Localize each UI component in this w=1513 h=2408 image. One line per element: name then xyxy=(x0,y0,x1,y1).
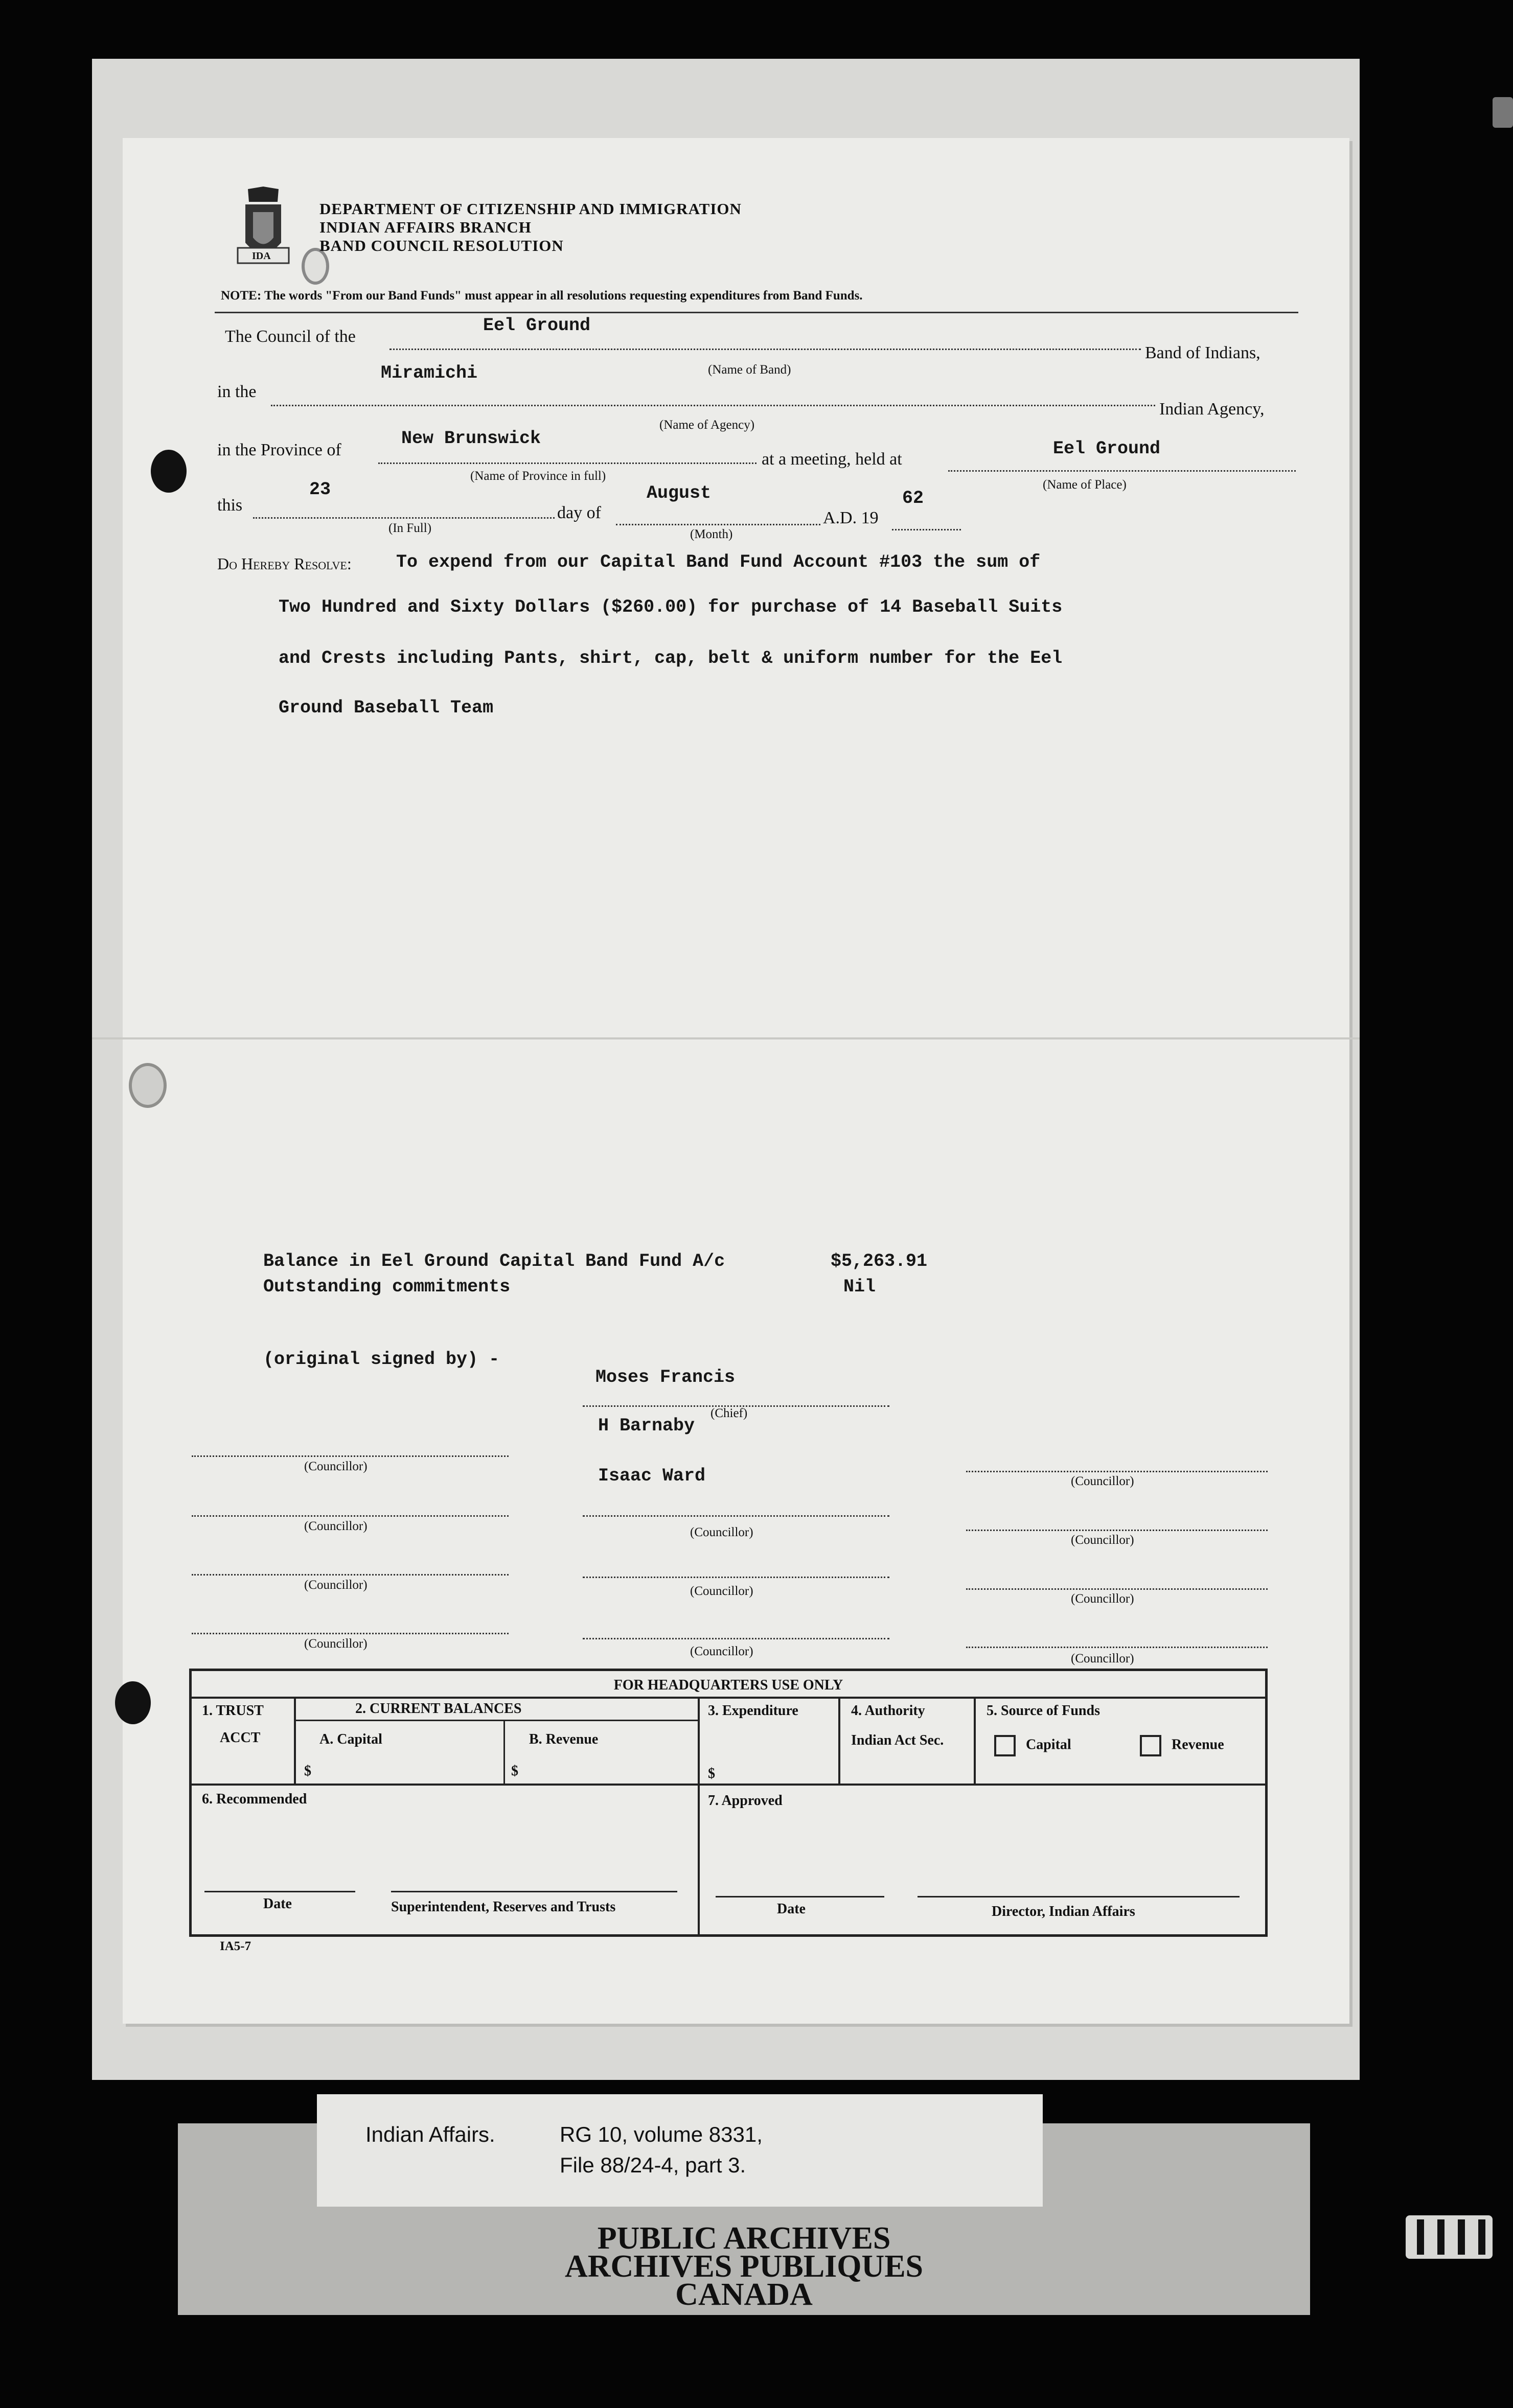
film-edge-mark xyxy=(1493,97,1513,128)
trust-label: 1. TRUST xyxy=(202,1703,264,1719)
name-of-agency-caption: (Name of Agency) xyxy=(659,418,755,432)
month-line xyxy=(616,524,820,525)
capital-a-label: A. Capital xyxy=(319,1731,382,1747)
canada-crest-seal xyxy=(233,187,294,271)
in-full-caption: (In Full) xyxy=(388,521,432,535)
band-name-value[interactable]: Eel Ground xyxy=(483,315,591,336)
revenue-checkbox-label: Revenue xyxy=(1172,1736,1224,1753)
agency-line xyxy=(271,405,1155,406)
recommended-label: 6. Recommended xyxy=(202,1791,307,1807)
table-rule xyxy=(974,1697,976,1784)
councillor-line xyxy=(192,1633,509,1634)
councillor-line xyxy=(583,1638,889,1639)
table-rule xyxy=(192,1697,1265,1699)
councillor-line xyxy=(583,1515,889,1517)
dept-title: DEPARTMENT OF CITIZENSHIP AND IMMIGRATION xyxy=(319,200,742,218)
councillor-caption: (Councillor) xyxy=(1071,1533,1134,1547)
revenue-dollar[interactable]: $ xyxy=(511,1763,518,1779)
balance-value: $5,263.91 xyxy=(831,1251,928,1271)
day-value[interactable]: 23 xyxy=(309,479,331,500)
capital-checkbox[interactable] xyxy=(994,1735,1016,1756)
province-line xyxy=(378,462,756,464)
archive-english: PUBLIC ARCHIVES xyxy=(597,2221,891,2256)
headquarters-use-table xyxy=(189,1669,1268,1937)
date-line xyxy=(716,1896,884,1897)
province-value[interactable]: New Brunswick xyxy=(401,428,541,449)
councillor-line xyxy=(966,1471,1268,1472)
original-signed-label: (original signed by) - xyxy=(263,1349,500,1370)
in-the-label: in the xyxy=(217,382,257,401)
note-rule xyxy=(215,312,1298,313)
ad-label: A.D. 19 xyxy=(823,508,879,527)
doc-type-title: BAND COUNCIL RESOLUTION xyxy=(319,237,564,254)
source-of-funds-label: 5. Source of Funds xyxy=(987,1703,1100,1719)
name-of-band-caption: (Name of Band) xyxy=(708,363,791,377)
province-label: in the Province of xyxy=(217,441,341,459)
resolution-line-1: To expend from our Capital Band Fund Account #103 the sum of xyxy=(396,552,1041,572)
punch-hole-middle xyxy=(129,1063,167,1108)
hq-title: FOR HEADQUARTERS USE ONLY xyxy=(613,1677,843,1693)
authority-label: 4. Authority xyxy=(851,1703,925,1719)
balance-label: Balance in Eel Ground Capital Band Fund A/c xyxy=(263,1251,725,1271)
capital-dollar[interactable]: $ xyxy=(304,1763,311,1779)
councillor-line xyxy=(192,1455,509,1457)
place-caption: (Name of Place) xyxy=(1043,478,1127,492)
councillor-caption: (Councillor) xyxy=(690,1584,753,1598)
fold-line xyxy=(92,1037,1360,1039)
band-name-line xyxy=(389,349,1141,350)
punch-hole-bottom xyxy=(115,1681,151,1724)
councillor-caption: (Councillor) xyxy=(304,1637,368,1651)
file-text: File 88/24-4, part 3. xyxy=(560,2153,746,2177)
superintendent-line xyxy=(391,1891,677,1892)
councillor-signature-2: Isaac Ward xyxy=(598,1466,706,1486)
councillor-caption: (Councillor) xyxy=(304,1578,368,1592)
crest-label: IDA xyxy=(252,250,271,262)
table-rule xyxy=(192,1784,1265,1786)
day-line xyxy=(253,517,555,519)
source-text: Indian Affairs. xyxy=(365,2122,495,2146)
meeting-held-label: at a meeting, held at xyxy=(762,450,902,469)
date-line xyxy=(204,1891,355,1892)
year-line xyxy=(892,529,961,530)
reference-text: RG 10, volume 8331, xyxy=(560,2122,763,2146)
table-rule xyxy=(838,1697,840,1784)
expenditure-label: 3. Expenditure xyxy=(708,1703,798,1719)
councillor-line xyxy=(192,1515,509,1517)
councillor-caption: (Councillor) xyxy=(690,1525,753,1539)
branch-title: INDIAN AFFAIRS BRANCH xyxy=(319,218,532,236)
table-rule xyxy=(503,1720,505,1784)
expenditure-dollar[interactable]: $ xyxy=(708,1766,715,1781)
capital-checkbox-row[interactable] xyxy=(994,1735,1071,1756)
agency-value[interactable]: Miramichi xyxy=(381,363,478,383)
month-value[interactable]: August xyxy=(647,483,712,503)
commitments-value: Nil xyxy=(843,1277,876,1297)
resolution-line-3: and Crests including Pants, shirt, cap, belt & uniform number for the Eel xyxy=(279,648,1063,668)
form-code: IA5-7 xyxy=(220,1939,251,1953)
year-value[interactable]: 62 xyxy=(902,488,924,508)
director-caption: Director, Indian Affairs xyxy=(992,1904,1135,1919)
province-caption: (Name of Province in full) xyxy=(470,469,606,483)
indian-act-label: Indian Act Sec. xyxy=(851,1732,944,1748)
reference-label xyxy=(317,2094,1043,2207)
resolution-line-2: Two Hundred and Sixty Dollars ($260.00) for purchase of 14 Baseball Suits xyxy=(279,597,1063,617)
councillor-caption: (Councillor) xyxy=(1071,1652,1134,1665)
place-value[interactable]: Eel Ground xyxy=(1053,438,1161,459)
revenue-b-label: B. Revenue xyxy=(529,1731,599,1747)
band-of-indians-label: Band of Indians, xyxy=(1145,343,1260,362)
table-rule xyxy=(294,1697,296,1784)
revenue-checkbox[interactable] xyxy=(1140,1735,1161,1756)
capital-checkbox-label: Capital xyxy=(1026,1736,1071,1753)
month-caption: (Month) xyxy=(690,527,733,541)
councillor-caption: (Councillor) xyxy=(304,1519,368,1533)
councillor-line xyxy=(192,1574,509,1576)
film-reel-marker xyxy=(1406,2215,1493,2259)
councillor-caption: (Councillor) xyxy=(1071,1592,1134,1606)
councillor-signature-1: H Barnaby xyxy=(598,1416,695,1436)
councillor-line xyxy=(966,1588,1268,1590)
approved-date-caption: Date xyxy=(777,1901,806,1917)
approved-label: 7. Approved xyxy=(708,1793,783,1809)
councillor-caption: (Councillor) xyxy=(304,1460,368,1473)
archive-french: ARCHIVES PUBLIQUES xyxy=(564,2249,924,2284)
this-label: this xyxy=(217,496,243,515)
archive-country: CANADA xyxy=(675,2277,813,2312)
councillor-line xyxy=(966,1530,1268,1531)
revenue-checkbox-row[interactable] xyxy=(1140,1735,1224,1756)
superintendent-caption: Superintendent, Reserves and Trusts xyxy=(391,1899,616,1915)
place-line xyxy=(948,470,1296,472)
council-of-label: The Council of the xyxy=(225,327,356,346)
table-rule xyxy=(294,1720,698,1721)
recommended-date-caption: Date xyxy=(263,1896,292,1912)
acct-label: ACCT xyxy=(220,1730,261,1746)
councillor-line xyxy=(583,1577,889,1578)
band-funds-note: NOTE: The words "From our Band Funds" must appear in all resolutions requesting expenditures from Band Funds. xyxy=(221,289,863,303)
day-of-label: day of xyxy=(557,503,601,522)
commitments-label: Outstanding commitments xyxy=(263,1277,511,1297)
table-rule xyxy=(698,1697,700,1934)
resolve-label: Do Hereby Resolve: xyxy=(217,554,352,573)
indian-agency-label: Indian Agency, xyxy=(1159,400,1265,419)
punch-hole-top xyxy=(151,450,187,493)
current-balances-label: 2. CURRENT BALANCES xyxy=(355,1701,522,1717)
director-line xyxy=(918,1896,1240,1897)
resolution-line-4: Ground Baseball Team xyxy=(279,698,494,718)
chief-caption: (Chief) xyxy=(710,1406,748,1420)
councillor-caption: (Councillor) xyxy=(1071,1474,1134,1488)
chief-signature: Moses Francis xyxy=(595,1367,736,1387)
councillor-line xyxy=(966,1647,1268,1648)
councillor-caption: (Councillor) xyxy=(690,1645,753,1658)
